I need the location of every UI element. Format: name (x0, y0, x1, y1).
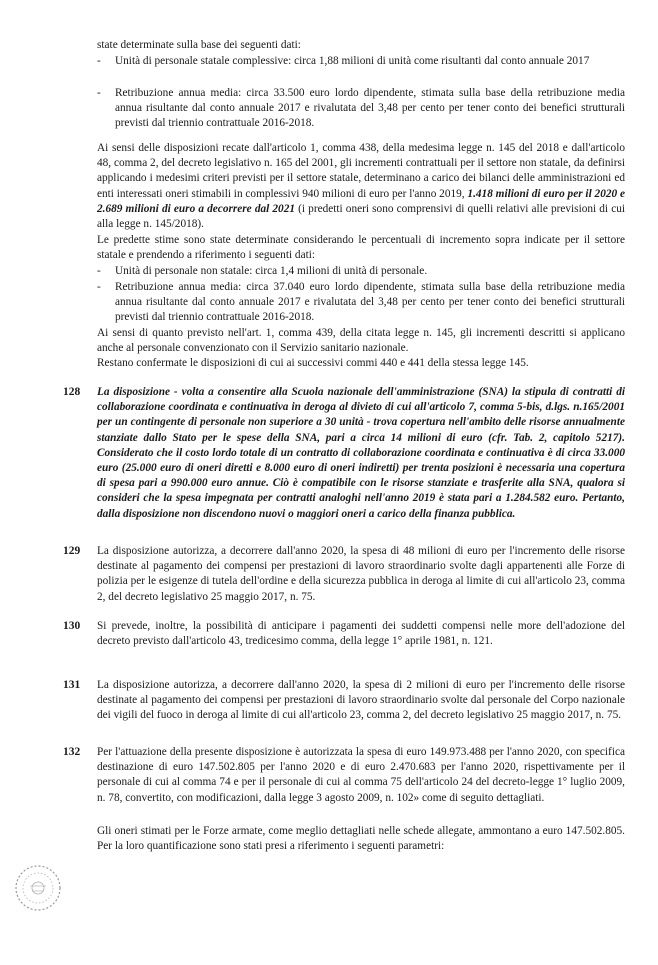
stamp-seal-icon (8, 858, 68, 918)
section-129-text: La disposizione autorizza, a decorrere dall'anno 2020, la spesa di 48 milioni di euro per l'incremento delle risorse destinate al pagamento dei compensi per prestazioni di lavoro straordinario svolte dagli appartenenti alle Forze di polizia per le esigenze di tutela dell'ordine e della sicurezza pubblica in deroga al limite di cui all'articolo 23, comma 2, del decreto legislativo 25 maggio 2017, n. 75. (97, 545, 625, 603)
section-131-text: La disposizione autorizza, a decorrere dall'anno 2020, la spesa di 2 milioni di euro per l'incremento delle risorse destinate al pagamento dei compensi per prestazioni di lavoro straordinario svolte dal personale del Corpo nazionale dei vigili del fuoco in deroga al limite di cui all'articolo 23, comma 2, del decreto legislativo 25 maggio 2017, n. 75. (97, 679, 625, 722)
intro-bullet-2: Retribuzione annua media: circa 33.500 euro lordo dipendente, stimata sulla base della retribuzione media annua risultante dal conto annuale 2017 e rivalutata del 3,48 per cento per tener conto dei benefici strutturali previsti dal triennio contrattuale 2016-2018. (115, 87, 625, 130)
section-130-text: Si prevede, inoltre, la possibilità di anticipare i pagamenti dei suddetti compensi nelle more dell'adozione del decreto previsto dall'articolo 43, tredicesimo comma, della legge 1° aprile 1981, n. 121. (97, 620, 625, 648)
nonstatal-bullet-2: Retribuzione annua media: circa 37.040 euro lordo dipendente, stimata sulla base della retribuzione media annua risultante dal conto annuale 2017 e rivalutata del 3,48 per cento per tener conto dei benefici strutturali previsti dal triennio contrattuale 2016-2018. (115, 281, 625, 324)
section-128-text: La disposizione - volta a consentire alla Scuola nazionale dell'amministrazione (SNA) la stipula di contratti di collaborazione coordinata e continuativa in deroga al divieto di cui all'articolo 7, comma 5-bis, d.lgs. n.165/2001 per un contingente di personale non superiore a 30 unità - trova copertura nell'ambito delle risorse annualmente stanziate dallo Stato per le spese della SNA, pari a circa 14 milioni di euro (cfr. Tab. 2, capitolo 5217). Considerato che il costo lordo totale di un contratto di collaborazione coordinata e continuativa è di circa 33.000 euro (25.000 euro di oneri diretti e 8.000 euro di oneri indiretti) per trenta posizioni è necessaria una copertura di spesa pari a 990.000 euro annue. Ciò è compatibile con le risorse stanziate e trasferite alla SNA, qualora si consideri che la spesa impegnata per contratti analoghi nell'anno 2019 è stata pari a 1.284.582 euro. Pertanto, dalla disposizione non discendono nuovi o maggiori oneri a carico della finanza pubblica. (97, 386, 625, 520)
list-item: - Unità di personale statale complessive: circa 1,88 milioni di unità come risultanti dal conto annuale 2017 (97, 54, 625, 69)
section-number: 129 (63, 545, 81, 557)
section-number: 131 (63, 679, 81, 691)
nonstatal-bullet-1: Unità di personale non statale: circa 1,4 milioni di unità di personale. (115, 265, 428, 277)
section-132-text-2: Gli oneri stimati per le Forze armate, come meglio dettagliati nelle schede allegate, ammontano a euro 147.502.805. Per la loro quantificazione sono stati presi a riferimento i seguenti parametri: (97, 825, 625, 853)
paragraph-stime: Le predette stime sono state determinate considerando le percentuali di incremento sopra indicate per il settore statale e prendendo a riferimento i seguenti dati: (97, 234, 625, 262)
bold-amounts: 1.418 milioni di euro per il 2020 e 2.689 milioni di euro a decorrere dal 2021 (97, 187, 625, 215)
paragraph-commi-440-441: Restano confermate le disposizioni di cui ai successivi commi 440 e 441 della stessa legge 145. (97, 357, 529, 369)
intro-bullet-1: Unità di personale statale complessive: circa 1,88 milioni di unità come risultanti dal conto annuale 2017 (115, 55, 590, 67)
paragraph-comma-439: Ai sensi di quanto previsto nell'art. 1, comma 439, della citata legge n. 145, gli incrementi descritti si applicano anche al personale convenzionato con il Servizio sanitario nazionale. (97, 327, 625, 355)
section-number: 132 (63, 746, 81, 758)
list-item: - Retribuzione annua media: circa 37.040 euro lordo dipendente, stimata sulla base della retribuzione media annua risultante dal conto annuale 2017 e rivalutata del 3,48 per cento per tener conto dei benefici strutturali previsti dal triennio contrattuale 2016-2018. (97, 280, 625, 326)
intro-line: state determinate sulla base dei seguenti dati: (97, 39, 301, 51)
section-number: 128 (63, 386, 81, 398)
paragraph-comma-438: Ai sensi delle disposizioni recate dall'articolo 1, comma 438, della medesima legge n. 145 del 2018 e dall'articolo 48, comma 2, del decreto legislativo n. 165 del 2001, gli incrementi contrattuali per il settore non statale, da definirsi applicando i medesimi criteri previsti per il settore statale, determinano a carico dei bilanci delle amministrazioni ed enti interessati oneri stimabili in complessivi 940 milioni di euro per l'anno 2019, 1.418 milioni di euro per il 2020 e 2.689 milioni di euro a decorrere dal 2021 (i predetti oneri sono comprensivi di quelli relativi alle previsioni di cui alla legge n. 145/2018). (97, 142, 626, 231)
list-item: - Unità di personale non statale: circa 1,4 milioni di unità di personale. (97, 264, 625, 279)
section-132-text: Per l'attuazione della presente disposizione è autorizzata la spesa di euro 149.973.488 per l'anno 2020, con specifica destinazione di euro 147.502.805 per l'anno 2020 e di euro 2.470.683 per l'anno 2020, rispettivamente per il personale di cui al comma 74 e per il personale di cui al comma 75 dell'articolo 24 del decreto-legge 1° luglio 2009, n. 78, convertito, con modificazioni, dalla legge 3 agosto 2009, n. 102» come di seguito dettagliati. (97, 746, 625, 804)
section-number: 130 (63, 620, 81, 632)
list-item: - Retribuzione annua media: circa 33.500 euro lordo dipendente, stimata sulla base della retribuzione media annua risultante dal conto annuale 2017 e rivalutata del 3,48 per cento per tener conto dei benefici strutturali previsti dal triennio contrattuale 2016-2018. (97, 86, 625, 132)
